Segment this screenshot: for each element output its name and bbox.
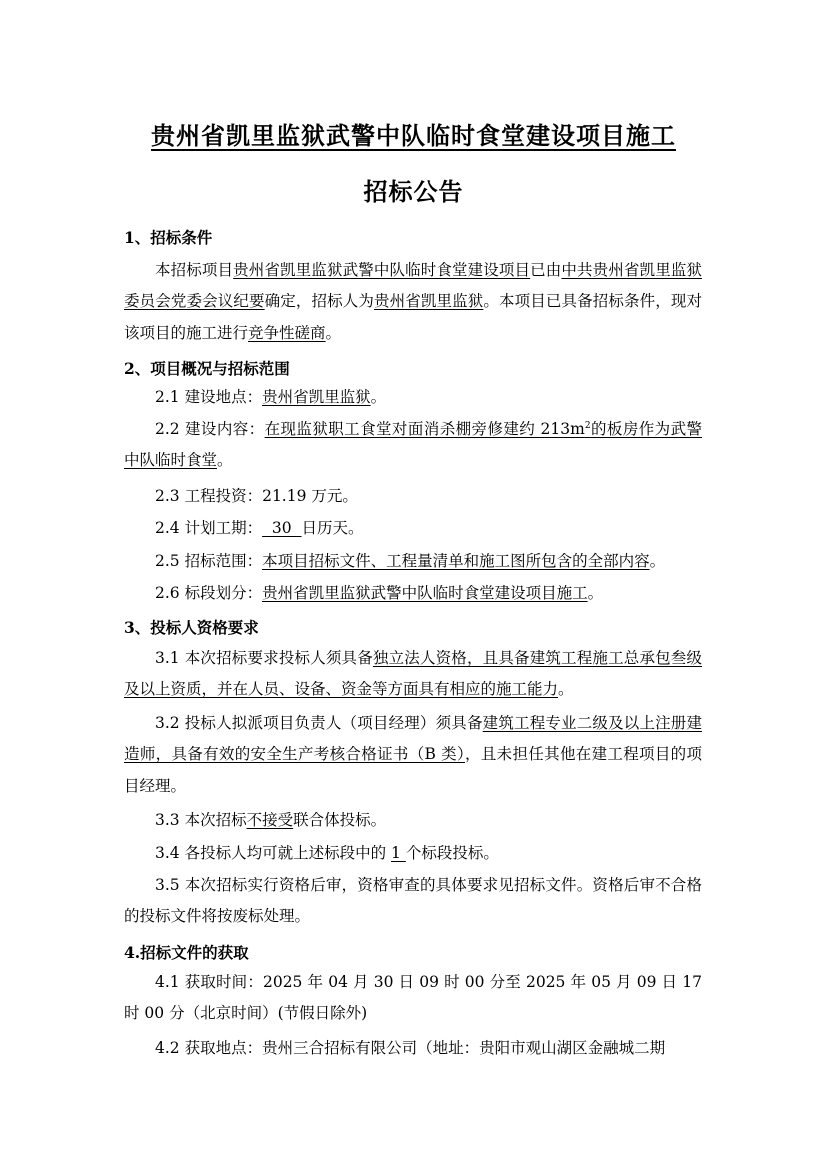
item-3-4: 3.4 各投标人均可就上述标段中的 1 个标段投标。 xyxy=(155,844,499,862)
item-2-1: 2.1 建设地点：贵州省凯里监狱。 xyxy=(155,388,387,406)
section-2-heading: 2、项目概况与招标范围 xyxy=(124,359,290,378)
item-3-3: 3.3 本次招标不接受联合体投标。 xyxy=(155,811,387,829)
item-2-5: 2.5 招标范围：本项目招标文件、工程量清单和施工图所包含的全部内容。 xyxy=(155,552,666,570)
document-title: 贵州省凯里监狱武警中队临时食堂建设项目施工 xyxy=(151,121,676,150)
item-3-5: 3.5 本次招标实行资格后审，资格审查的具体要求见招标文件。资格后审不合格的投标文件将按废标处理。 xyxy=(124,876,702,926)
document-subtitle: 招标公告 xyxy=(363,177,464,206)
item-3-2: 3.2 投标人拟派项目负责人（项目经理）须具备建筑工程专业二级及以上注册建造师，具备有效的安全生产考核合格证书（B 类），且未担任其他在建工程项目的项目经理。 xyxy=(124,714,702,795)
item-4-1: 4.1 获取时间：2025 年 04 月 30 日 09 时 00 分至 2025 年 05 月 09 日 17 时 00 分（北京时间）(节假日除外) xyxy=(124,973,702,1023)
item-2-4: 2.4 计划工期： 30 日历天。 xyxy=(155,519,364,537)
item-2-2: 2.2 建设内容：在现监狱职工食堂对面消杀棚旁修建约 $213m^2$的板房作为武警中队临时食堂。 xyxy=(124,420,702,470)
item-4-2: 4.2 获取地点：贵州三合招标有限公司（地址：贵阳市观山湖区金融城二期 xyxy=(155,1039,666,1057)
item-3-1: 3.1 本次招标要求投标人须具备独立法人资格，且具备建筑工程施工总承包叁级及以上资质，并在人员、设备、资金等方面具有相应的施工能力。 xyxy=(124,649,702,699)
section-3-heading: 3、投标人资格要求 xyxy=(124,618,259,637)
section-4-heading: 4.招标文件的获取 xyxy=(124,943,249,962)
section-1-paragraph: 本招标项目贵州省凯里监狱武警中队临时食堂建设项目已由中共贵州省凯里监狱委员会党委会议纪要确定，招标人为贵州省凯里监狱。本项目已具备招标条件，现对该项目的施工进行竞争性磋商。 xyxy=(124,261,702,342)
section-1-heading: 1、招标条件 xyxy=(124,228,213,247)
item-2-6: 2.6 标段划分：贵州省凯里监狱武警中队临时食堂建设项目施工。 xyxy=(155,584,604,602)
item-2-3: 2.3 工程投资：21.19 万元。 xyxy=(155,487,358,505)
